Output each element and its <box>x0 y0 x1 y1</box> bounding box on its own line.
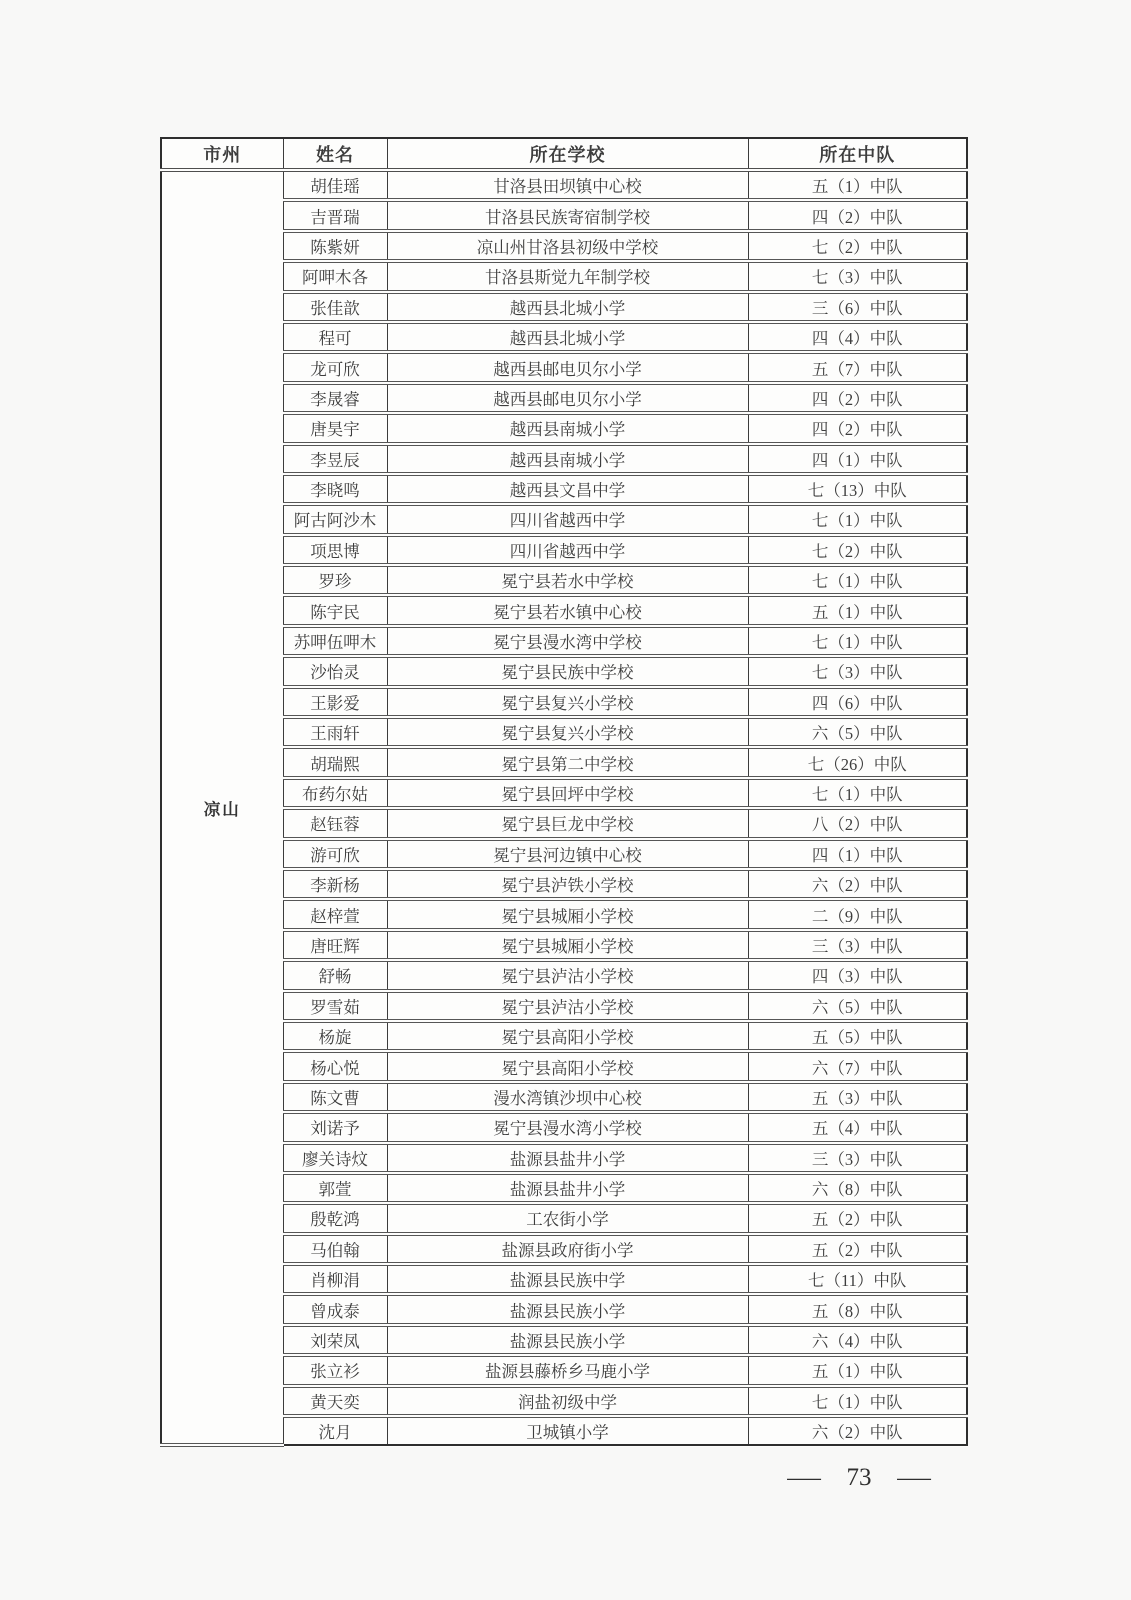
squad-cell: 四（3）中队 <box>748 960 967 990</box>
name-cell: 杨心悦 <box>283 1051 387 1081</box>
header-row <box>161 138 967 170</box>
squad-cell: 四（4）中队 <box>748 322 967 352</box>
squad-cell: 六（8）中队 <box>748 1173 967 1203</box>
squad-cell: 六（5）中队 <box>748 991 967 1021</box>
squad-cell: 二（9）中队 <box>748 899 967 929</box>
region-cell: 凉山 <box>161 170 283 1445</box>
name-cell: 胡佳瑶 <box>283 170 387 200</box>
squad-cell: 四（2）中队 <box>748 383 967 413</box>
squad-cell: 五（3）中队 <box>748 1082 967 1112</box>
school-cell: 四川省越西中学 <box>387 504 748 534</box>
squad-cell: 七（3）中队 <box>748 656 967 686</box>
squad-cell: 七（1）中队 <box>748 1386 967 1416</box>
name-cell: 殷乾鸿 <box>283 1203 387 1233</box>
school-cell: 冕宁县河边镇中心校 <box>387 839 748 869</box>
squad-cell: 七（2）中队 <box>748 231 967 261</box>
name-cell: 阿呷木各 <box>283 261 387 291</box>
squad-cell: 七（1）中队 <box>748 778 967 808</box>
school-cell: 冕宁县高阳小学校 <box>387 1021 748 1051</box>
school-cell: 润盐初级中学 <box>387 1386 748 1416</box>
name-cell: 游可欣 <box>283 839 387 869</box>
squad-cell: 五（2）中队 <box>748 1234 967 1264</box>
name-cell: 王影爱 <box>283 687 387 717</box>
school-cell: 盐源县民族中学 <box>387 1264 748 1294</box>
name-cell: 王雨轩 <box>283 717 387 747</box>
column-header-region: 市州 <box>161 138 283 170</box>
squad-cell: 七（2）中队 <box>748 535 967 565</box>
name-cell: 张立衫 <box>283 1355 387 1385</box>
squad-cell: 三（3）中队 <box>748 930 967 960</box>
roster-table-container <box>160 137 968 1447</box>
name-cell: 唐昊宇 <box>283 413 387 443</box>
school-cell: 冕宁县泸铁小学校 <box>387 869 748 899</box>
school-cell: 冕宁县复兴小学校 <box>387 687 748 717</box>
squad-cell: 五（1）中队 <box>748 170 967 200</box>
squad-cell: 六（5）中队 <box>748 717 967 747</box>
name-cell: 沙怡灵 <box>283 656 387 686</box>
squad-cell: 五（5）中队 <box>748 1021 967 1051</box>
name-cell: 刘诺予 <box>283 1112 387 1142</box>
school-cell: 盐源县藤桥乡马鹿小学 <box>387 1355 748 1385</box>
table-header <box>161 138 967 170</box>
school-cell: 越西县邮电贝尔小学 <box>387 383 748 413</box>
school-cell: 盐源县盐井小学 <box>387 1173 748 1203</box>
squad-cell: 四（6）中队 <box>748 687 967 717</box>
name-cell: 项思博 <box>283 535 387 565</box>
name-cell: 胡瑞熙 <box>283 747 387 777</box>
squad-cell: 五（1）中队 <box>748 595 967 625</box>
name-cell: 李昱辰 <box>283 444 387 474</box>
school-cell: 冕宁县民族中学校 <box>387 656 748 686</box>
school-cell: 冕宁县漫水湾小学校 <box>387 1112 748 1142</box>
name-cell: 杨旋 <box>283 1021 387 1051</box>
squad-cell: 六（2）中队 <box>748 869 967 899</box>
squad-cell: 五（4）中队 <box>748 1112 967 1142</box>
page-number-value: 73 <box>846 1464 872 1491</box>
school-cell: 越西县北城小学 <box>387 322 748 352</box>
school-cell: 盐源县民族小学 <box>387 1325 748 1355</box>
name-cell: 刘荣凤 <box>283 1325 387 1355</box>
school-cell: 冕宁县若水中学校 <box>387 565 748 595</box>
squad-cell: 五（2）中队 <box>748 1203 967 1233</box>
school-cell: 四川省越西中学 <box>387 535 748 565</box>
table-body <box>161 170 967 1445</box>
school-cell: 越西县邮电贝尔小学 <box>387 352 748 382</box>
school-cell: 盐源县盐井小学 <box>387 1143 748 1173</box>
page-number-left-dash: — <box>787 1464 821 1491</box>
school-cell: 冕宁县复兴小学校 <box>387 717 748 747</box>
roster-table <box>160 137 968 1447</box>
column-header-squad: 所在中队 <box>748 138 967 170</box>
squad-cell: 四（1）中队 <box>748 839 967 869</box>
name-cell: 苏呷伍呷木 <box>283 626 387 656</box>
name-cell: 李晟睿 <box>283 383 387 413</box>
squad-cell: 七（13）中队 <box>748 474 967 504</box>
squad-cell: 五（7）中队 <box>748 352 967 382</box>
name-cell: 程可 <box>283 322 387 352</box>
name-cell: 肖柳涓 <box>283 1264 387 1294</box>
name-cell: 阿古阿沙木 <box>283 504 387 534</box>
name-cell: 廖关诗炆 <box>283 1143 387 1173</box>
school-cell: 盐源县政府街小学 <box>387 1234 748 1264</box>
school-cell: 盐源县民族小学 <box>387 1294 748 1324</box>
school-cell: 冕宁县漫水湾中学校 <box>387 626 748 656</box>
name-cell: 布药尔姑 <box>283 778 387 808</box>
school-cell: 越西县南城小学 <box>387 444 748 474</box>
squad-cell: 三（3）中队 <box>748 1143 967 1173</box>
name-cell: 沈月 <box>283 1416 387 1445</box>
name-cell: 马伯翰 <box>283 1234 387 1264</box>
name-cell: 吉晋瑞 <box>283 200 387 230</box>
squad-cell: 六（4）中队 <box>748 1325 967 1355</box>
name-cell: 罗珍 <box>283 565 387 595</box>
school-cell: 冕宁县巨龙中学校 <box>387 808 748 838</box>
squad-cell: 七（1）中队 <box>748 565 967 595</box>
name-cell: 舒畅 <box>283 960 387 990</box>
squad-cell: 四（1）中队 <box>748 444 967 474</box>
name-cell: 陈宇民 <box>283 595 387 625</box>
name-cell: 龙可欣 <box>283 352 387 382</box>
school-cell: 冕宁县第二中学校 <box>387 747 748 777</box>
squad-cell: 七（11）中队 <box>748 1264 967 1294</box>
name-cell: 曾成泰 <box>283 1294 387 1324</box>
school-cell: 越西县文昌中学 <box>387 474 748 504</box>
school-cell: 冕宁县若水镇中心校 <box>387 595 748 625</box>
school-cell: 冕宁县泸沽小学校 <box>387 960 748 990</box>
name-cell: 赵梓萱 <box>283 899 387 929</box>
name-cell: 陈文曹 <box>283 1082 387 1112</box>
name-cell: 陈紫妍 <box>283 231 387 261</box>
name-cell: 赵钰蓉 <box>283 808 387 838</box>
name-cell: 李晓鸣 <box>283 474 387 504</box>
school-cell: 冕宁县泸沽小学校 <box>387 991 748 1021</box>
column-header-school: 所在学校 <box>387 138 748 170</box>
school-cell: 冕宁县高阳小学校 <box>387 1051 748 1081</box>
table-row <box>161 170 967 200</box>
name-cell: 李新杨 <box>283 869 387 899</box>
squad-cell: 七（3）中队 <box>748 261 967 291</box>
school-cell: 卫城镇小学 <box>387 1416 748 1445</box>
name-cell: 罗雪茹 <box>283 991 387 1021</box>
squad-cell: 七（1）中队 <box>748 626 967 656</box>
squad-cell: 四（2）中队 <box>748 413 967 443</box>
column-header-name: 姓名 <box>283 138 387 170</box>
school-cell: 漫水湾镇沙坝中心校 <box>387 1082 748 1112</box>
squad-cell: 七（1）中队 <box>748 504 967 534</box>
squad-cell: 五（8）中队 <box>748 1294 967 1324</box>
squad-cell: 六（2）中队 <box>748 1416 967 1445</box>
name-cell: 唐旺辉 <box>283 930 387 960</box>
school-cell: 甘洛县斯觉九年制学校 <box>387 261 748 291</box>
school-cell: 甘洛县田坝镇中心校 <box>387 170 748 200</box>
page-number-right-dash: — <box>897 1464 931 1491</box>
squad-cell: 五（1）中队 <box>748 1355 967 1385</box>
name-cell: 黄天奕 <box>283 1386 387 1416</box>
squad-cell: 三（6）中队 <box>748 292 967 322</box>
school-cell: 冕宁县回坪中学校 <box>387 778 748 808</box>
squad-cell: 七（26）中队 <box>748 747 967 777</box>
school-cell: 凉山州甘洛县初级中学校 <box>387 231 748 261</box>
name-cell: 张佳歆 <box>283 292 387 322</box>
school-cell: 越西县南城小学 <box>387 413 748 443</box>
school-cell: 冕宁县城厢小学校 <box>387 930 748 960</box>
page-number <box>787 1464 931 1492</box>
school-cell: 工农街小学 <box>387 1203 748 1233</box>
squad-cell: 八（2）中队 <box>748 808 967 838</box>
school-cell: 冕宁县城厢小学校 <box>387 899 748 929</box>
school-cell: 甘洛县民族寄宿制学校 <box>387 200 748 230</box>
school-cell: 越西县北城小学 <box>387 292 748 322</box>
squad-cell: 六（7）中队 <box>748 1051 967 1081</box>
name-cell: 郭萱 <box>283 1173 387 1203</box>
squad-cell: 四（2）中队 <box>748 200 967 230</box>
